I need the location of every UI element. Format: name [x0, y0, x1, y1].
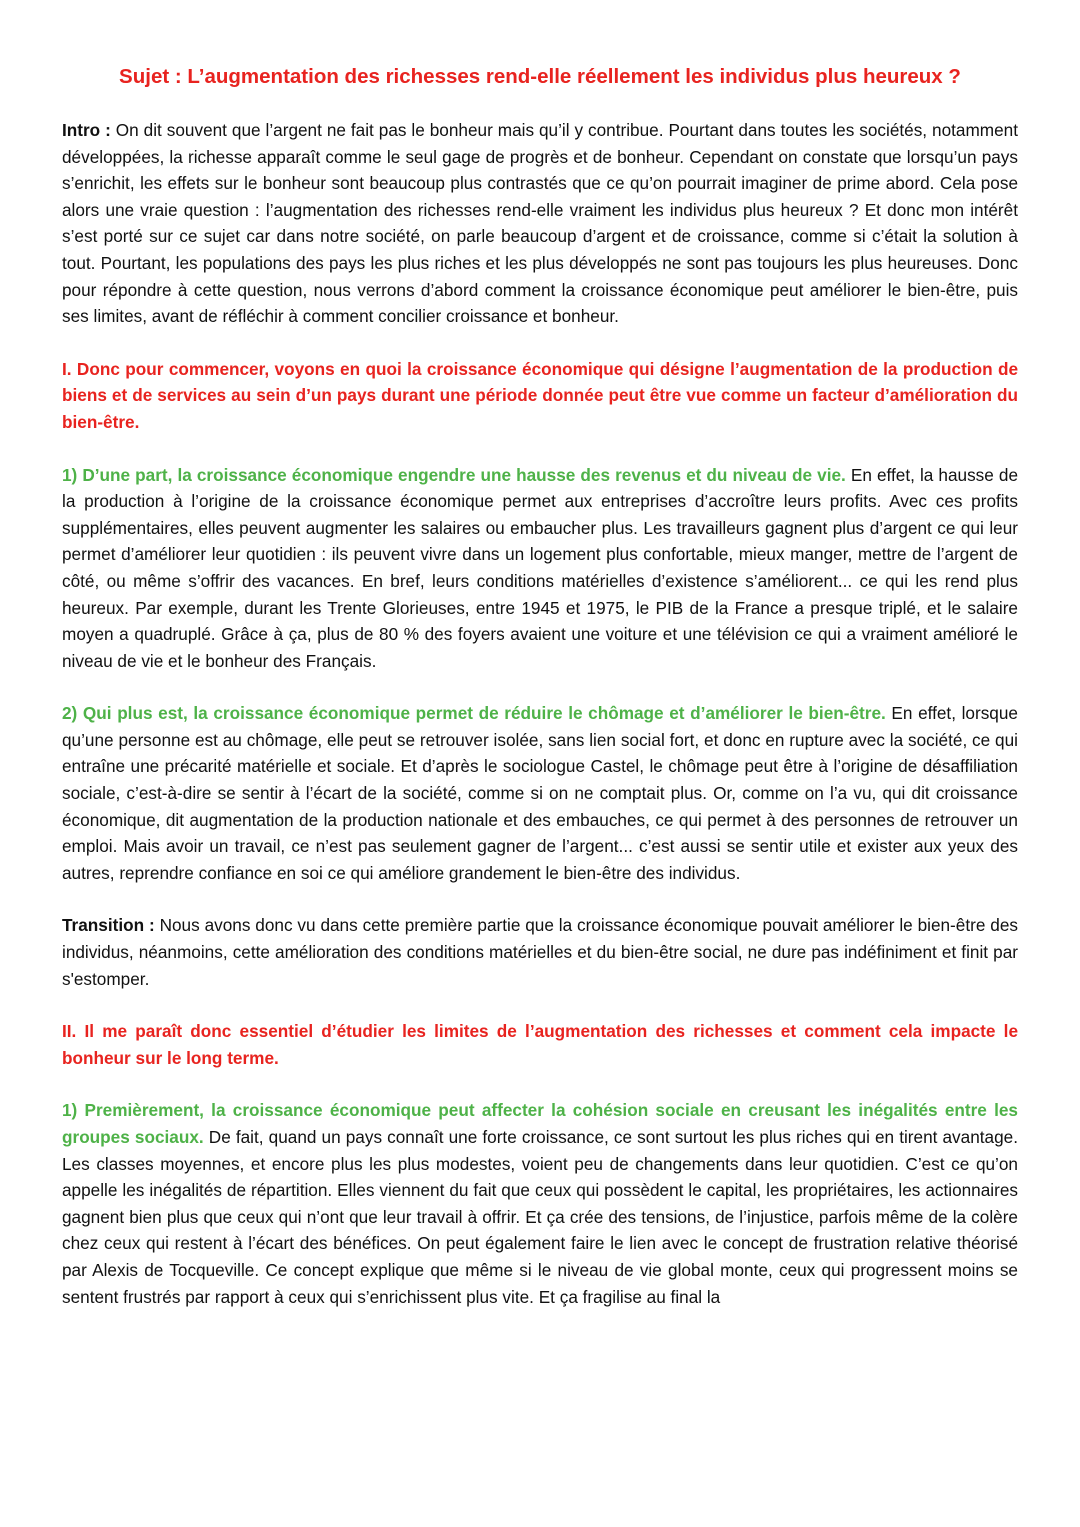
part2-sub1-heading: 1) Premièrement, la croissance économique peut affecter la cohésion sociale en creusant les inégalités entre les groupes sociaux.: [62, 1100, 1018, 1147]
part2-heading: II. Il me paraît donc essentiel d’étudier les limites de l’augmentation des richesses et comment cela impacte le bonheur sur le long terme.: [62, 1021, 1018, 1068]
part1-sub2-heading: 2) Qui plus est, la croissance économique permet de réduire le chômage et d’améliorer le bien-être.: [62, 703, 886, 724]
part2-sub1-text: De fait, quand un pays connaît une forte croissance, ce sont surtout les plus riches qui en tirent avantage. Les classes moyennes, et encore plus les plus modestes, voient peu de changements dans leur quotidien. C’est ce qu’on appelle les inégalités de répartition. Elles viennent du fait que ceux qui possèdent le capital, les propriétaires, les actionnaires gagnent bien plus que ceux qui n’ont que leur travail à offrir. Et ça crée des tensions, de l’injustice, parfois même de la colère chez ceux qui restent à l’écart des bénéfices. On peut également faire le lien avec le concept de frustration relative théorisé par Alexis de Tocqueville. Ce concept explique que même si le niveau de vie global monte, ceux qui progressent moins se sentent frustrés par rapport à ceux qui s’enrichissent plus vite. Et ça fragilise au final la: [62, 1127, 1018, 1307]
part1-sub1-text: En effet, la hausse de la production à l’origine de la croissance économique permet aux entreprises d’accroître leurs profits. Avec ces profits supplémentaires, elles peuvent augmenter les salaires ou embaucher plus. Les travailleurs gagnent plus d’argent ce qui leur permet d’améliorer leur quotidien : ils peuvent vivre dans un logement plus confortable, mieux manger, mettre de l’argent de côté, ou même s’offrir des vacances. En bref, leurs conditions matérielles d’existence s’améliorent... ce qui les rend plus heureux. Par exemple, durant les Trente Glorieuses, entre 1945 et 1975, le PIB de la France a presque triplé, et le salaire moyen a quadruplé. Grâce à ça, plus de 80 % des foyers avaient une voiture et une télévision ce qui a vraiment amélioré le niveau de vie et le bonheur des Français.: [62, 464, 1018, 671]
part1-sub1-heading: 1) D’une part, la croissance économique engendre une hausse des revenus et du niveau de vie.: [62, 464, 846, 485]
transition-label: Transition :: [62, 915, 155, 936]
intro-text: On dit souvent que l’argent ne fait pas le bonheur mais qu’il y contribue. Pourtant dans toutes les sociétés, notamment développées, la richesse apparaît comme le seul gage de progrès et de bonheur. Cependant on constate que lorsqu’un pays s’enrichit, les effets sur le bonheur sont beaucoup plus contrastés que ce qu’on pourrait imaginer de prime abord. Cela pose alors une vraie question : l’augmentation des richesses rend-elle vraiment les individus plus heureux ? Et donc mon intérêt s’est porté sur ce sujet car dans notre société, on parle beaucoup d’argent et de croissance, comme si c’était la solution à tout. Pourtant, les populations des pays les plus riches et les plus développés ne sont pas toujours les plus heureuses. Donc pour répondre à cette question, nous verrons d’abord comment la croissance économique peut améliorer le bien-être, puis ses limites, avant de réfléchir à comment concilier croissance et bonheur.: [62, 120, 1018, 327]
part1-sub2-text: En effet, lorsque qu’une personne est au chômage, elle peut se retrouver isolée, sans lien social fort, et donc en rupture avec la société, ce qui entraîne une précarité matérielle et sociale. Et d’après le sociologue Castel, le chômage peut être à l’origine de désaffiliation sociale, c’est-à-dire se sentir à l’écart de la société, comme si on ne comptait plus. Or, comme on l’a vu, qui dit croissance économique, dit augmentation de la production nationale et des embauches, ce qui permet à des personnes de retrouver un emploi. Mais avoir un travail, ce n’est pas seulement gagner de l’argent... c’est aussi se sentir utile et exister aux yeux des autres, reprendre confiance en soi ce qui améliore grandement le bien-être des individus.: [62, 703, 1018, 883]
intro-label: Intro :: [62, 120, 111, 140]
intro-paragraph: [62, 117, 1018, 330]
transition-paragraph: [62, 912, 1018, 992]
part1-heading: I. Donc pour commencer, voyons en quoi la croissance économique qui désigne l’augmentation de la production de biens et de services au sein d’un pays durant une période donnée peut être vue comme un facteur d’amélioration du bien-être.: [62, 358, 1018, 432]
part1-sub1-paragraph: [62, 462, 1018, 675]
transition-text: Nous avons donc vu dans cette première partie que la croissance économique pouvait améliorer le bien-être des individus, néanmoins, cette amélioration des conditions matérielles et du bien-être social, ne dure pas indéfiniment et finit par s'estomper.: [62, 915, 1018, 989]
part1-sub2-paragraph: [62, 700, 1018, 886]
document-page: [62, 62, 1018, 1336]
document-title: Sujet : L’augmentation des richesses rend-elle réellement les individus plus heureux ?: [119, 65, 961, 88]
part2-sub1-paragraph: [62, 1097, 1018, 1310]
